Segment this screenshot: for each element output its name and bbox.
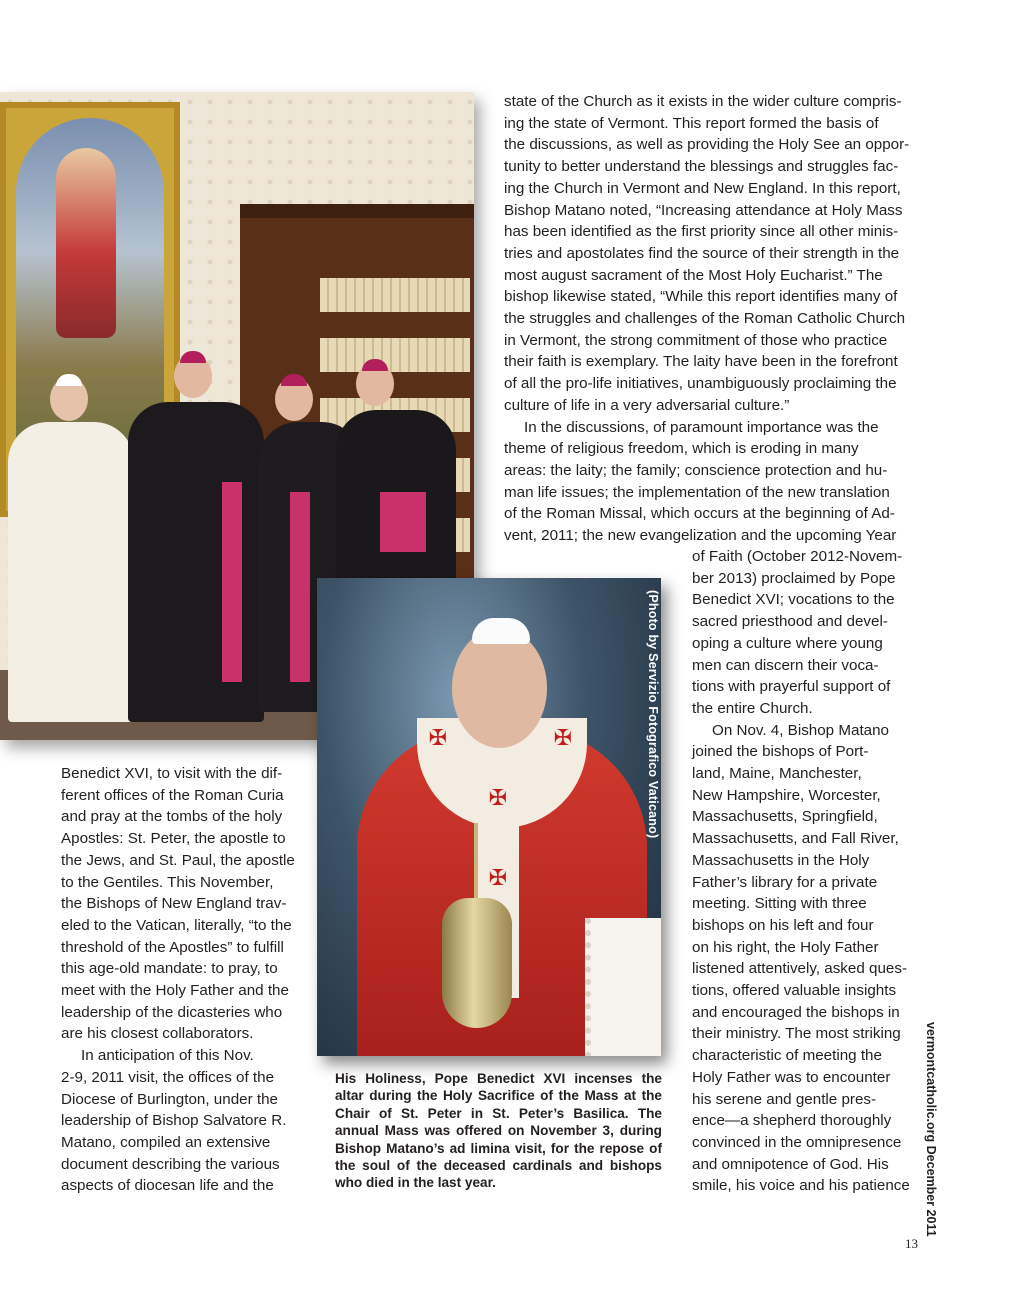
photo-caption: His Holiness, Pope Benedict XVI incenses the altar during the Holy Sacrifice of the Mass at the Chair of St. Peter in St. Peter’s Basilica. The annual Mass was offered on November 3, during Bishop Matano’s ad limina visit, for the repose of the soul of the deceased cardinals and bishops who died in the last year. [335,1071,662,1191]
photo-credit: (Photo by Servizio Fotografico Vaticano) [646,590,660,839]
censer [442,898,512,1028]
footer-site-date: vermontcatholic.org December 2011 [924,1022,938,1237]
altar-cloth [585,918,661,1056]
article-column-right-narrow: of Faith (October 2012-Novem- ber 2013) proclaimed by Pope Benedict XVI; vocations to the sacred priesthood and devel- oping a culture where young men can discern their voca- tions with prayerful support of the entire Church. On Nov. 4, Bishop Matano joined the bishops of Port- land, Maine, Manchester, New Hampshire, Worcester, Massachusetts, Springfield, Massachusetts, and Fall River, Massachusetts in the Holy Father’s library for a private meeting. Sitting with three bishops on his left and four on his right, the Holy Father listened attentively, asked ques- tions, offered valuable insights and encouraged the bishops in their ministry. The most striking characteristic of meeting the Holy Father was to encounter his serene and gentle pres- ence—a shepherd thoroughly convinced in the omnipresence and omnipotence of God. His smile, his voice and his patience [692,548,910,1195]
photo-pope-incensing-altar: ✠ ✠ ✠ ✠ [317,578,661,1056]
figure-pope [8,422,134,722]
article-column-left: Benedict XVI, to visit with the dif- ferent offices of the Roman Curia and pray at the tombs of the holy Apostles: St. Peter, the apostle to the Jews, and St. Paul, the apostle to the Gentiles. This November, the Bishops of New England trav- eled to the Vatican, literally, “to the threshold of the Apostles” to fulfill this age-old mandate: to pray, to meet with the Holy Father and the leadership of the dicasteries who are his closest collaborators. In anticipation of this Nov. 2-9, 2011 visit, the offices of the Diocese of Burlington, under the leadership of Bishop Salvatore R. Matano, compiled an extensive document describing the various aspects of diocesan life and the [61,765,295,1195]
page-number: 13 [905,1236,918,1251]
figure-bishop-1 [128,402,264,722]
article-column-right-top: state of the Church as it exists in the wider culture compris- ing the state of Vermont. This report formed the basis of the discussions, as well as providing the Holy See an oppor- tunity to better understand the blessings and struggles fac- ing the Church in Vermont and New England. In this report, Bishop Matano noted, “Increasing attendance at Holy Mass has been identified as the first priority since all other minis- tries and apostolates find the source of their strength in the most august sacrament of the Most Holy Eucharist.” The bishop likewise stated, “While this report identifies many of the struggles and challenges of the Roman Catholic Church in Vermont, the strong commitment of those who practice their faith is exemplary. The laity have been in the forefront of all the pro-life initiatives, unambiguously proclaiming the culture of life in a very adversarial culture.” In the discussions, of paramount importance was the theme of religious freedom, which is eroding in many areas: the laity; the family; conscience protection and hu- man life issues; the implementation of the new translation of the Roman Missal, which occurs at the beginning of Ad- vent, 2011; the new evangelization and the upcoming Year [504,93,910,545]
